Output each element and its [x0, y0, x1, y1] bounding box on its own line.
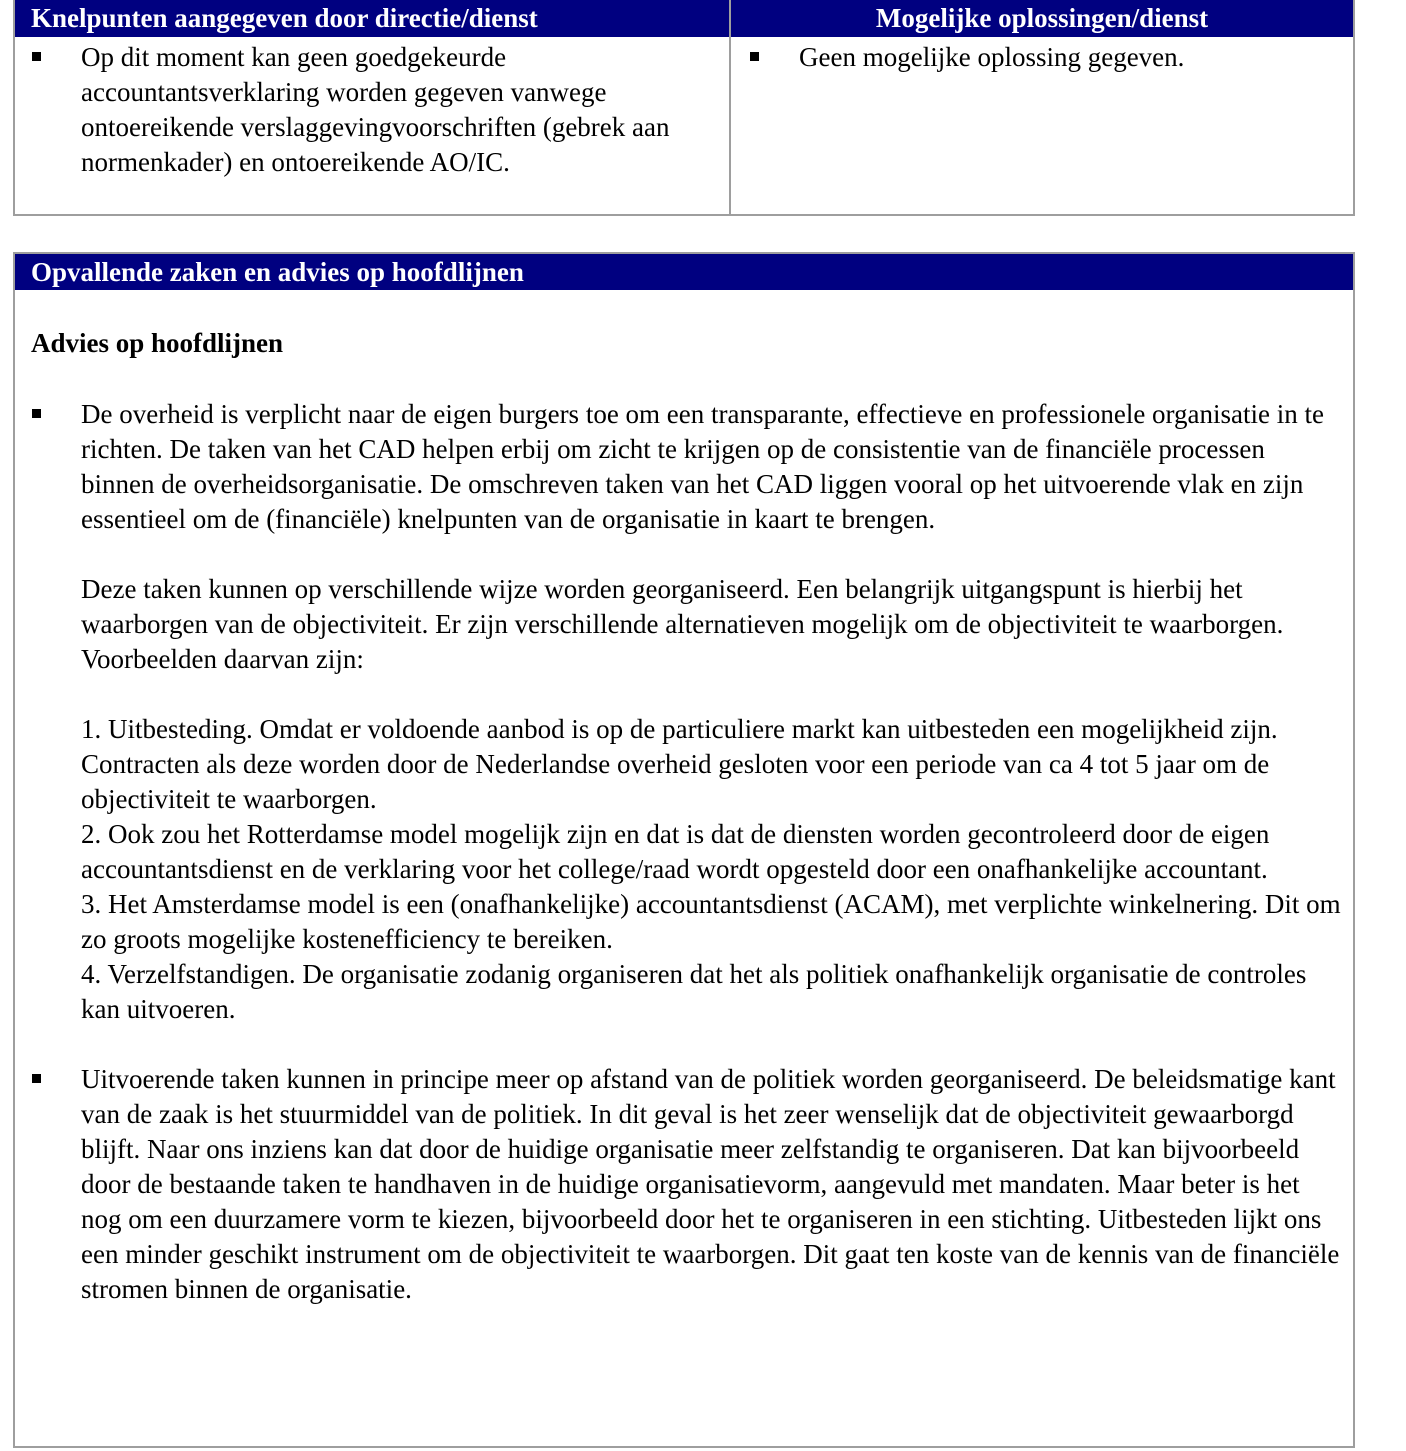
advice-body	[29, 397, 1345, 1307]
square-bullet-icon	[32, 409, 41, 418]
issues-column-header: Knelpunten aangegeven door directie/dienst	[31, 3, 538, 33]
issues-solutions-table	[13, 0, 1355, 216]
advice-list-item-4: 4. Verzelfstandigen. De organisatie zodanig organiseren dat het als politiek onafhankelijk organisatie de controles kan uitvoeren.	[81, 959, 1307, 1024]
advice-list-item-2: 2. Ook zou het Rotterdamse model mogelijk zijn en dat is dat de diensten worden gecontroleerd door de eigen accountantsdienst en de verklaring voor het college/raad wordt opgesteld door een onafhankelijke accountant.	[81, 819, 1270, 884]
advice-bullet-1	[29, 397, 1345, 1027]
advice-list-item-3: 3. Het Amsterdamse model is een (onafhankelijke) accountantsdienst (ACAM), met verplichte winkelnering. Dit om zo groots mogelijke kostenefficiency te bereiken.	[81, 889, 1341, 954]
square-bullet-icon	[32, 52, 41, 61]
paragraph-spacer	[81, 537, 1345, 572]
advice-list-item-1: 1. Uitbesteding. Omdat er voldoende aanbod is op de particuliere markt kan uitbesteden een mogelijkheid zijn. Contracten als deze worden door de Nederlandse overheid gesloten voor een periode van ca 4 tot 5 jaar om de objectiviteit te waarborgen.	[81, 714, 1278, 814]
paragraph-spacer	[29, 1027, 1345, 1062]
solution-bullet-text: Geen mogelijke oplossing gegeven.	[799, 42, 1185, 72]
advice-bullet-1-intro: De overheid is verplicht naar de eigen burgers toe om een transparante, effectieve en professionele organisatie in te richten. De taken van het CAD helpen erbij om zicht te krijgen op de consistentie van de financiële processen binnen de overheidsorganisatie. De omschreven taken van het CAD liggen vooral op het uitvoerende vlak en zijn essentieel om de (financiële) knelpunten van de organisatie in kaart te brengen.	[81, 399, 1325, 534]
paragraph-spacer	[81, 677, 1345, 712]
column-divider	[729, 37, 731, 214]
solutions-cell	[747, 40, 1337, 75]
square-bullet-icon	[32, 1074, 41, 1083]
solution-bullet-item	[747, 40, 1337, 75]
advice-table	[13, 252, 1355, 1448]
issue-bullet-text: Op dit moment kan geen goedgekeurde accountantsverklaring worden gegeven vanwege ontoereikende verslaggevingvoorschriften (gebrek aan normenkader) en ontoereikende AO/IC.	[81, 42, 670, 177]
issues-cell	[29, 40, 719, 180]
advice-subheading: Advies op hoofdlijnen	[31, 328, 284, 358]
advice-bullet-2-text: Uitvoerende taken kunnen in principe meer op afstand van de politiek worden georganiseerd. De beleidsmatige kant van de zaak is het stuurmiddel van de politiek. In dit geval is het zeer wenselijk dat de objectiviteit gewaarborgd blijft. Naar ons inziens kan dat door de huidige organisatie meer zelfstandig te organiseren. Dat kan bijvoorbeeld door de bestaande taken te handhaven in de huidige organisatievorm, aangevuld met mandaten. Maar beter is het nog om een duurzamere vorm te kiezen, bijvoorbeeld door het te organiseren in een stichting. Uitbesteden lijkt ons een minder geschikt instrument om de objectiviteit te waarborgen. Dit gaat ten koste van de kennis van de financiële stromen binnen de organisatie.	[81, 1064, 1340, 1304]
solutions-column-header: Mogelijke oplossingen/dienst	[729, 0, 1353, 37]
square-bullet-icon	[750, 52, 759, 61]
advice-bullet-1-para2: Deze taken kunnen op verschillende wijze worden georganiseerd. Een belangrijk uitgangspunt is hierbij het waarborgen van de objectiviteit. Er zijn verschillende alternatieven mogelijk om de objectiviteit te waarborgen. Voorbeelden daarvan zijn:	[81, 574, 1284, 674]
issues-solutions-header-row	[15, 0, 1353, 37]
advice-bullet-2	[29, 1062, 1345, 1307]
advice-header: Opvallende zaken en advies op hoofdlijnen	[15, 254, 1353, 290]
issue-bullet-item	[29, 40, 719, 180]
